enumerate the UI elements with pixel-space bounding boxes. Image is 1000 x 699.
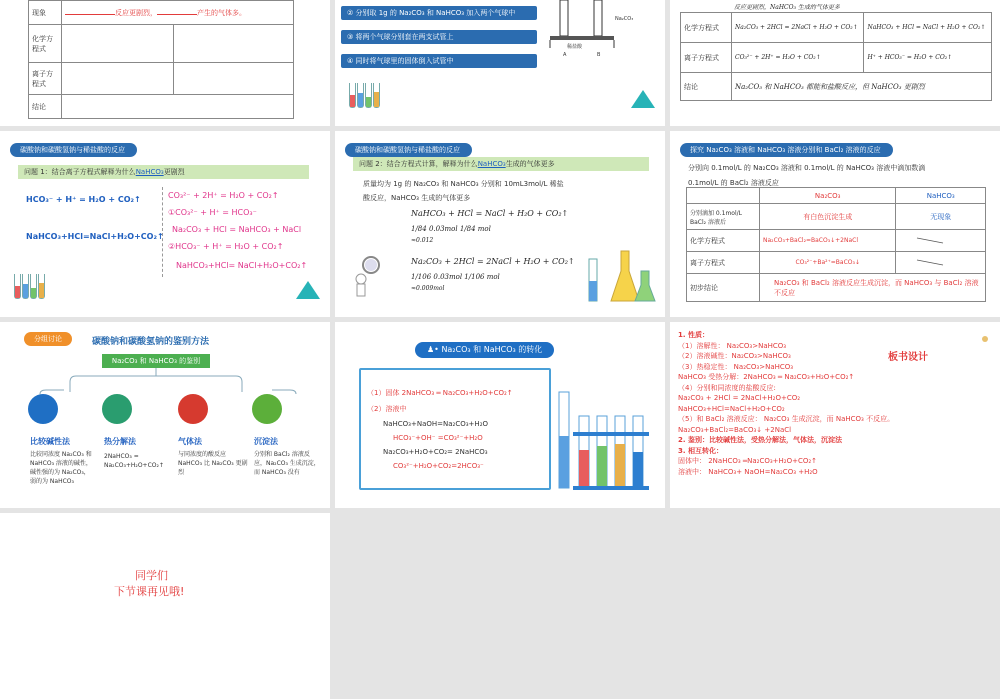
center-label: Na₂CO₃ 和 NaHCO₃ 的鉴别	[102, 354, 210, 368]
handwritten-line-1: NaHCO₃ + HCl = NaCl + H₂O + CO₂↑	[411, 209, 569, 218]
method-1-text: 比较同浓度 Na₂CO₃ 和 NaHCO₃ 溶液的碱性，碱性强的为 Na₂CO₃，弱的为 NaHCO₃	[30, 451, 92, 485]
reaction-line-1: CO₃²⁻ + 2H⁺ = H₂O + CO₂↑	[168, 191, 279, 200]
equation-2: NaHCO₃+HCl=NaCl+H₂O+CO₂↑	[26, 232, 164, 241]
phenomenon-text-b: 产生的气体多。	[197, 8, 246, 17]
cell-precipitate-na2co3: 有白色沉淀生成	[760, 204, 896, 230]
board-line: Na₂CO₃+BaCl₂=BaCO₃↓ +2NaCl	[678, 425, 792, 434]
flask-decoration	[631, 90, 655, 108]
line-1: （1）固体 2NaHCO₃ ═ Na₂CO₃+H₂O+CO₂↑	[367, 389, 513, 397]
slide-title: 碳酸钠和碳酸氢钠的鉴别方法	[92, 337, 210, 347]
board-design-heading: 板书设计	[888, 352, 928, 363]
slide-title: 探究 Na₂CO₃ 溶液和 NaHCO₃ 溶液分别和 BaCl₂ 溶液的反应	[680, 143, 893, 157]
slide-4-thumbnail[interactable]	[0, 131, 330, 317]
handwritten-line-4: Na₂CO₃ + 2HCl = 2NaCl + H₂O + CO₂↑	[411, 257, 575, 266]
line-4: HCO₃⁻+OH⁻ =CO₃²⁻+H₂O	[393, 434, 483, 442]
reaction-line-4: ②HCO₃⁻ + H⁺ = H₂O + CO₂↑	[168, 242, 284, 251]
connector-lines	[0, 368, 330, 398]
slide-3-thumbnail[interactable]	[670, 0, 1000, 126]
board-line: （4）分别和同浓度的盐酸反应:	[678, 383, 776, 392]
handwritten-line-6: ≈0.009mol	[411, 285, 445, 292]
chem-equation-left: Na₂CO₃ + 2HCl = 2NaCl + H₂O + CO₂↑	[732, 13, 864, 43]
alkalinity-method-icon	[28, 394, 58, 424]
reaction-line-2: ①CO₃²⁻ + H⁺ = HCO₃⁻	[168, 208, 257, 217]
farewell-line-2: 下节课再见哦!	[114, 585, 185, 598]
description-line-2: 0.1mol/L 的 BaCl₂ 溶液反应	[688, 179, 779, 187]
reaction-table	[680, 12, 992, 101]
line-5: Na₂CO₃+H₂O+CO₂= 2NaHCO₃	[383, 448, 488, 456]
test-tubes-decoration	[12, 271, 52, 299]
slide-2-thumbnail[interactable]	[335, 0, 665, 126]
phenomenon-top-text: 反应更剧烈，NaHCO₃ 生成的气体更多	[734, 4, 840, 11]
cell-precipitate-nahco3: 无现象	[896, 204, 986, 230]
board-line: 溶液中： NaHCO₃+ NaOH=Na₂CO₃ +H₂O	[678, 467, 818, 476]
step-2-button[interactable]: ② 分别取 1g 的 Na₂CO₃ 和 NaHCO₃ 加入两个气球中	[341, 6, 537, 20]
row-label-chem: 化学方程式	[687, 230, 760, 252]
magnifier-figure-icon	[349, 255, 385, 301]
gas-method-icon	[178, 394, 208, 424]
tube-label: Na₂CO₃	[615, 16, 634, 22]
label-a: A	[563, 52, 567, 58]
description-line-2: 酸反应，NaHCO₃ 生成的气体更多	[363, 194, 471, 202]
row-label-ion: 离子方程式	[687, 252, 760, 274]
reaction-line-5: NaHCO₃+HCl= NaCl+H₂O+CO₂↑	[176, 261, 308, 270]
farewell-line-1: 同学们	[135, 569, 168, 582]
ion-equation-left: CO₃²⁻ + 2H⁺ = H₂O + CO₂↑	[732, 43, 864, 73]
slide-8-thumbnail[interactable]	[335, 322, 665, 508]
method-2-text: 2NaHCO₃ = Na₂CO₃+H₂O+CO₂↑	[104, 453, 164, 469]
slide-9-thumbnail[interactable]	[670, 322, 1000, 508]
board-line: 1. 性质：	[678, 331, 709, 339]
heat-method-icon	[102, 394, 132, 424]
row-label-conclusion: 结论	[29, 95, 62, 119]
line-6: CO₃²⁻+H₂O+CO₂=2HCO₃⁻	[393, 462, 484, 470]
cell-conclusion: Na₂CO₃ 和 BaCl₂ 溶液反应生成沉淀，而 NaHCO₃ 与 BaCl₂ 溶液不反应	[760, 274, 986, 302]
slide-10-thumbnail[interactable]	[0, 513, 330, 699]
slide-title: 碳酸钠和碳酸氢钠与稀盐酸的反应	[345, 143, 472, 157]
board-lines	[678, 330, 996, 477]
ion-equation-right: H⁺ + HCO₃⁻ = H₂O + CO₂↑	[864, 43, 992, 73]
slide-1-thumbnail[interactable]	[0, 0, 330, 126]
line-3: NaHCO₃+NaOH=Na₂CO₃+H₂O	[383, 420, 489, 428]
equation-1: HCO₃⁻ + H⁺ = H₂O + CO₂↑	[26, 195, 141, 204]
board-line: （3）热稳定性： Na₂CO₃>NaHCO₃	[678, 362, 794, 371]
handwritten-line-3: ≈0.012	[411, 237, 434, 244]
question-bar: 问题 1：结合离子方程式解释为什么NaHCO₃更剧烈	[18, 165, 309, 179]
description-line-1: 质量均为 1g 的 Na₂CO₃ 和 NaHCO₃ 分别和 10mL3mol/L 稀盐	[363, 180, 564, 188]
row-label-conclusion: 结论	[681, 73, 732, 101]
method-4-title: 沉淀法	[254, 437, 278, 446]
row-label-conclusion: 初步结论	[687, 274, 760, 302]
flask-decoration	[296, 281, 320, 299]
method-1-title: 比较碱性法	[30, 437, 70, 446]
cell-chem-na2co3: Na₂CO₃+BaCl₂=BaCO₃↓+2NaCl	[760, 230, 896, 252]
dash-line-icon	[899, 257, 959, 267]
label-b: B	[597, 52, 601, 58]
board-line: 3. 相互转化：	[678, 446, 723, 455]
row-label-ion: 离子方程式	[29, 63, 62, 95]
bacl2-table	[686, 187, 986, 302]
board-line: （2）溶液碱性：Na₂CO₃>NaHCO₃	[678, 352, 791, 360]
test-tubes-decoration	[347, 80, 387, 108]
row-label-chem: 化学方程式	[29, 25, 62, 63]
row-label-ion: 离子方程式	[681, 43, 732, 73]
handwritten-line-2: 1/84 0.03mol 1/84 mol	[411, 225, 491, 233]
column-header-nahco3: NaHCO₃	[896, 188, 986, 204]
board-line: （1）溶解性： Na₂CO₃>NaHCO₃	[678, 341, 787, 350]
reaction-line-3: Na₂CO₃ + HCl = NaHCO₃ + NaCl	[172, 225, 302, 234]
dash-line-icon	[899, 235, 959, 245]
chem-equation-right: NaHCO₃ + HCl = NaCl + H₂O + CO₂↑	[864, 13, 992, 43]
people-icon: ♟•	[427, 345, 442, 354]
content-box	[359, 368, 551, 490]
step-3-button[interactable]: ③ 将两个气球分别套在两支试管上	[341, 30, 537, 44]
row-label-phenomenon: 现象	[29, 1, 62, 25]
group-discussion-tag: 分组讨论	[24, 332, 72, 346]
divider-line	[162, 187, 164, 277]
board-line: Na₂CO₃ + 2HCl = 2NaCl+H₂O+CO₂	[678, 394, 801, 402]
conclusion-text: Na₂CO₃ 和 NaHCO₃ 都能和盐酸反应，但 NaHCO₃ 更剧烈	[732, 73, 992, 101]
test-tube-rack-decoration	[553, 386, 653, 498]
board-line: NaHCO₃+HCl=NaCl+H₂O+CO₂	[678, 404, 785, 413]
slide-5-thumbnail[interactable]	[335, 131, 665, 317]
row-label-chem: 化学方程式	[681, 13, 732, 43]
board-line: 固体中： 2NaHCO₃ ═Na₂CO₃+H₂O+CO₂↑	[678, 457, 818, 465]
method-3-text: 与同浓度的酸反应 NaHCO₃ 比 Na₂CO₃ 更剧烈	[178, 451, 248, 476]
slide-title: 碳酸钠和碳酸氢钠与稀盐酸的反应	[10, 143, 137, 157]
acid-label: 稀盐酸	[567, 44, 583, 50]
step-4-button[interactable]: ④ 同时将气球里的固体倒入试管中	[341, 54, 537, 68]
lab-flasks-decoration	[581, 241, 657, 307]
phenomenon-text-a: 反应更剧烈，	[115, 8, 157, 17]
line-2: （2）溶液中	[367, 405, 407, 413]
description-line-1: 分别向 0.1mol/L 的 Na₂CO₃ 溶液和 0.1mol/L 的 NaHCO₃ 溶液中滴加数滴	[688, 164, 926, 172]
slide-6-thumbnail[interactable]	[670, 131, 1000, 317]
precipitate-method-icon	[252, 394, 282, 424]
board-line: 2. 鉴别：比较碱性法，受热分解法，气体法，沉淀法	[678, 436, 842, 444]
row-label-precipitate: 分别滴加 0.1mol/L BaCl₂ 溶液后	[687, 204, 760, 230]
board-line: （5）和 BaCl₂ 溶液反应： Na₂CO₃ 生成沉淀，而 NaHCO₃ 不反应。	[678, 415, 895, 423]
method-2-title: 热分解法	[104, 437, 136, 446]
comparison-table	[28, 0, 294, 119]
method-4-text: 分别和 BaCl₂ 溶液反应，Na₂CO₃ 生成沉淀，而 NaHCO₃ 没有	[254, 451, 320, 476]
slide-7-thumbnail[interactable]	[0, 322, 330, 508]
handwritten-line-5: 1/106 0.03mol 1/106 mol	[411, 273, 500, 281]
cell-ion-na2co3: CO₃²⁻+Ba²⁺=BaCO₃↓	[760, 252, 896, 274]
board-line: NaHCO₃ 受热分解：2NaHCO₃ ═ Na₂CO₃+H₂O+CO₂↑	[678, 373, 855, 381]
slide-title: ♟• Na₂CO₃ 和 NaHCO₃ 的转化	[415, 342, 554, 358]
column-header-na2co3: Na₂CO₃	[760, 188, 896, 204]
method-3-title: 气体法	[178, 437, 202, 446]
question-bar: 问题 2：结合方程式计算，解释为什么NaHCO₃生成的气体更多	[353, 157, 649, 171]
